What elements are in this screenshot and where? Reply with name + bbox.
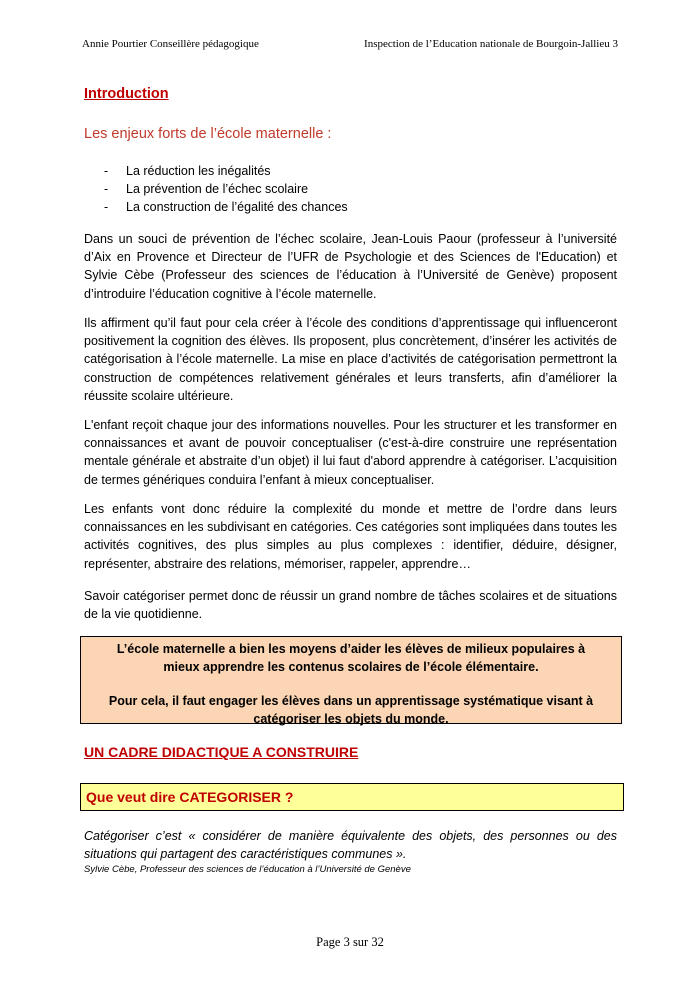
enjeux-heading: Les enjeux forts de l’école maternelle : xyxy=(84,126,332,142)
categoriser-heading-box xyxy=(80,783,624,811)
highlight-box xyxy=(80,636,622,724)
categoriser-heading: Que veut dire CATEGORISER ? xyxy=(86,789,294,805)
header-right: Inspection de l’Education nationale de Bourgoin-Jallieu 3 xyxy=(364,38,618,50)
list-item-text: La prévention de l’échec scolaire xyxy=(126,182,309,196)
intro-heading: Introduction xyxy=(84,86,169,102)
definition-quote: Catégoriser c’est « considérer de manière équivalente des objets, des personnes ou des situations qui partagent des caractéristiques communes ». xyxy=(84,829,617,861)
cadre-heading: UN CADRE DIDACTIQUE A CONSTRUIRE xyxy=(84,744,359,760)
list-item-text: La réduction les inégalités xyxy=(126,164,271,178)
highlight-line-2: Pour cela, il faut engager les élèves dans un apprentissage systématique visant à catégoriser les objets du monde. xyxy=(108,694,594,726)
page-number: Page 3 sur 32 xyxy=(316,935,384,949)
header-left: Annie Pourtier Conseillère pédagogique xyxy=(82,38,259,50)
list-item: - La réduction les inégalités xyxy=(104,164,271,178)
paragraph-complexite: Les enfants vont donc réduire la complexité du monde et mettre de l’ordre dans leurs connaissances en les subdivisant en catégories. Ces catégories sont impliquées dans toutes les activités cognitives, des plus simples au plus complexes : identifier, déduire, désigner, représenter, abstraire des relations, mémoriser, rappeler, apprendre… xyxy=(84,502,617,571)
paragraph-informations: L'enfant reçoit chaque jour des informations nouvelles. Pour les structurer et les transformer en connaissances et avant de pouvoir conceptualiser (c'est-à-dire construire une représentation mentale générale et abstraite d’un objet) il lui faut d'abord apprendre à catégoriser. L’acquisition de termes génériques conduira l’enfant à mieux conceptualiser. xyxy=(84,418,617,487)
enjeux-list xyxy=(104,162,348,216)
paragraph-savoir: Savoir catégoriser permet donc de réussir un grand nombre de tâches scolaires et de situations de la vie quotidienne. xyxy=(84,589,617,622)
list-item: - La prévention de l’échec scolaire xyxy=(104,182,309,196)
page-header xyxy=(82,38,618,50)
list-item-text: La construction de l’égalité des chances xyxy=(126,200,348,214)
list-item: - La construction de l’égalité des chances xyxy=(104,200,348,214)
quote-citation: Sylvie Cèbe, Professeur des sciences de l’éducation à l’Université de Genève xyxy=(84,864,411,875)
paragraph-paour-cebe: Dans un souci de prévention de l’échec scolaire, Jean-Louis Paour (professeur à l’université d’Aix en Provence et Directeur de l’UFR de Psychologie et des Sciences de l'Education) et Sylvie Cèbe (Professeur des sciences de l’éducation à l’Université de Genève) proposent d’introduire l’éducation cognitive à l’école maternelle. xyxy=(84,232,617,301)
highlight-line-1: L’école maternelle a bien les moyens d’aider les élèves de milieux populaires à mieux apprendre les contenus scolaires de l’école élémentaire. xyxy=(116,642,586,674)
paragraph-conditions: Ils affirment qu’il faut pour cela créer à l’école des conditions d’apprentissage qui influenceront positivement la cognition des élèves. Ils proposent, plus concrètement, d’insérer les activités de catégorisation à l’école maternelle. La mise en place d’activités de catégorisation permettront la construction de compétences relativement générales et leurs transferts, afin d’améliorer la réussite scolaire ultérieure. xyxy=(84,316,617,403)
